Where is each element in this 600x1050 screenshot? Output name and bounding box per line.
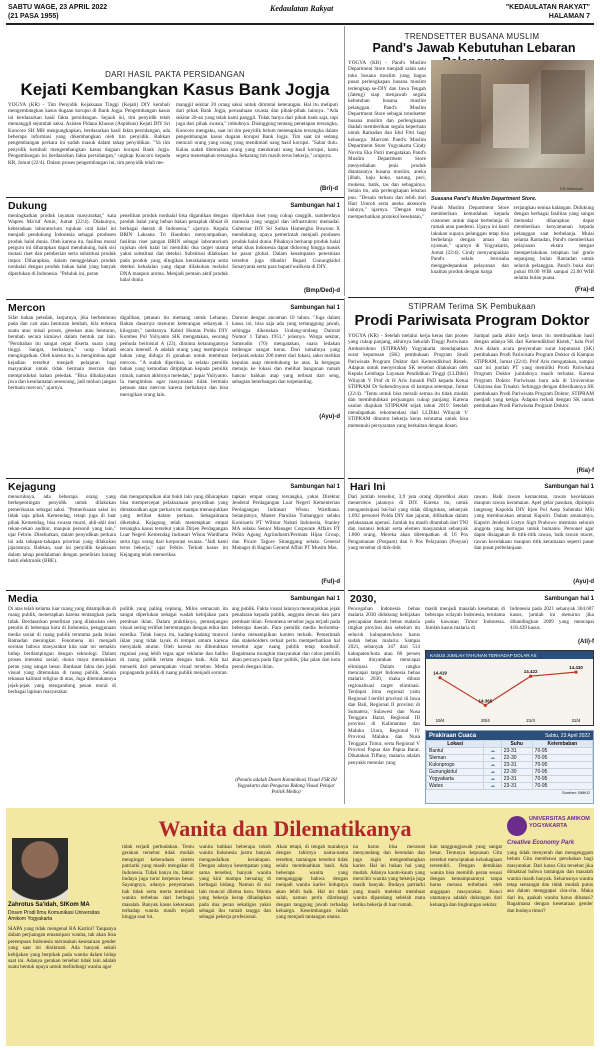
kejagung-title: Kejagung <box>8 481 56 493</box>
masthead-date: SABTU WAGE, 23 APRIL 2022 <box>8 4 108 11</box>
x-tick-label: 21/4 <box>526 718 536 723</box>
kejagung-signature: (Ful)-d <box>321 579 340 585</box>
y2030-signature: (Ati)-f <box>578 639 594 645</box>
weather-row <box>427 755 593 762</box>
data-label: 14.430 <box>569 665 583 671</box>
weather-temp: 23-31 <box>501 783 532 790</box>
weather-humidity: 70-95 <box>532 748 592 755</box>
y2030-body-col1: Pencegahan Indonesia bebas malaria 2030 didukung kebijakan pencapaian daerah bebas malaria tingkat provinsi dan sebelum itu seluruh kabupaten/kota harus sudah bebas malaria. Sampai 2021, sebanyak 347 dari 514 kabupaten/kota atau 68 persen sudah dinyatakan mencapai eliminasi. Dalam rangka mencapai target Indonesia bebas malaria 2030, maka dibuat regionalisasi target eliminasi. Terdapat lima regional yaitu Regional I terdiri provinsi di Jawa dan Bali, Regional II provinsi di Sumatera, Sulawesi dan Nusa Tenggara Barat, Regional III provinsi di Kalimantan dan Maluku Utara, Regional IV Provinsi Maluku dan Nusa Tenggara Timur, serta Regional V Provinsi Papua dan Papua Barat. Dikatakan Tiffany, malaria adalah penyakit menular yang <box>348 606 420 766</box>
section-rule <box>6 590 344 591</box>
weather-panel <box>425 730 594 804</box>
amikom-tagline: Creative Economy Park <box>507 840 575 846</box>
series-line <box>440 672 576 705</box>
lead-kicker: DARI HASIL PAKTA PERSIDANGAN <box>105 70 245 79</box>
banner-body-col6: kan tanggungjawab yang sangat besar. Tentunya kepuasan Gita tersebut menciptakan kebahagiaan tersendiri. Dengan demikian wanita bisa memilih peran sesuai dengan kemampuannya tanpa harus merasa terbebani oleh anggapan masyarakat. Kunci utamanya adalah dukungan dari keluarga dan lingkungan sekitar. <box>430 844 502 908</box>
weather-temp: 23-31 <box>501 748 532 755</box>
kejagung-body-col2: dan mengumpulkan alat bukti lain yang diharapkan bisa mempercepat pelaksanaan penyidikan yang dimaksudkan agar perkara ini mampu menunjukkan yang terlibat dalam perkara. Sebagaimana diketahui, Kejagung telah menetapkan empat tersangka kasus tersebut yakni Dirjen Perdagangan Luar Negeri Kemendag Indrasari Wisnu Wardhana serta tiga orang dari korporasi swasta. "Jadi kami terus bekerja," ujar Febrie. Terkait kasus ini Kejagung telah memeriksa <box>120 494 228 558</box>
mercon-signature: (Ayu)-d <box>319 414 340 420</box>
weather-row <box>427 748 593 755</box>
stipram-headline: Prodi Pariwisata Program Doktor <box>354 312 590 329</box>
media-author-note: (Penulis adalah Dosen Komunikasi Visual FSR ISI Yogyakarta dan Pengurus Bidang Visual Pelajar Politik Media) <box>235 778 337 795</box>
weather-humidity: 70-95 <box>532 762 592 769</box>
kejagung-continuation: Sambungan hal 1 <box>290 484 340 490</box>
banner-body-col7: yang tidak menyerah dan mengenggam belum Gita membawa perubahan bagi masyarakat. Dari kasus Gita tersebut jika dimaknai bahwa tantangan dan masalah wanita masih banyak. Seharusnya wanita tetap semangat dan tidak mudah putus asa dalam menggapai cita-cita. Maka dari itu, apakah wanita harus dibatasi? Bagaimana dengan kesetaraan gender dan budaya timur? <box>507 850 593 914</box>
lead-body-col2: manggil sekitar 20 orang saksi untuk dimintai keterangan. Hal itu meliputi dari pihak Bank Jogja, perusahaan swasta dan pihak-pihak lainnya. "Ada sekitar 20-an yang telah kami panggil. Tidak hanya dari pihak bank saja, tapi juga dari pihak swasta," imbuhnya. Disinggung tentang penetapan tersangka, Kuncoro mengaku, saat ini tim penyidik belum menetapkan tersangka dalam pengembangan kasus dugaan korupsi Bank Jogja. Tim saat ini sedang mencari orang yang orang yang menikmati uang hasil korupsi. "Sabar dulu. Kalau sudah ditemukan orang yang menikmati uang hasil korupsi, kami segera menetapkan tersangka. Sekarang tim masih terus bekerja," ucapnya. <box>176 102 338 160</box>
stipram-body-col1: YOGYA (KR) - Setelah melalui kerja keras dan proses yang cukup panjang, akhirnya Sekolah Tinggi Pariwisata Ambarrukmo (STIPRAM) Yogyakarta mendapatkan surat keputusan (SK) pembukaan Program Studi Pariwisata Program Doktor dari Kemendikbud Ristek. Adapun untuk menyerahan SK tersebut dilakukan oleh Kepala Lembaga Layanan Pendidikan Tinggi (LLDikti) Wilayah V Prof dr H Aris Junaidi PhD kepada Ketua STIPRAM Dr Suhendroyono di kampus setempat, Jumat (22/4). "Tentu untuk bisa meraih semua itu tidak mudah dan membutuhkan perjuangan cukup panjang. Karena usulan diajukan STIPRAM sejak tahun 2019. Setelah mendapatkan rekomendasi dari LLDikti Wilayah V STIPRAM dituntut bekerja keras terutama untuk bisa memenuhi persyaratan yang berkaitan dengan dosen. <box>348 333 468 429</box>
store-photo <box>431 60 594 192</box>
mercon-body-col1: Sifat bahan peledak, lanjutnya, jika berbenturan pada dan cair atau benturan lembab, bila terkena suatu atau misal proses, gesekan atau benturan, berubah secara kimiawi dalam bentuk zat lain. "Perubahan itu sangat cepat diserta suara yang tinggi. Sangat, berbahaya," ucap Suhadi mengingatkan. Oleh karena itu, ia mengimbau agar kejadian tersebut menjadi pelajaran bagi masyarakat untuk tidak bermain mercon dan memproduksi bahan peledak. "Bisa dibahayakan jiwa dan keselamatan seseorang, jadi mohon jangan bermain mercon," ujarnya. <box>8 315 116 392</box>
weather-temp: 22-30 <box>501 769 532 776</box>
data-label: 14.365 <box>478 698 493 704</box>
hariini-title: Hari Ini <box>350 481 386 493</box>
stipram-body-col2: Sampai pada akhir kerja keras itu membuahkan hasil dengan adanya SK dari Kemendikbud Ristek," kata Prof Aris dalam acara penyerahan surat keputusan (SK) pembukaan Prodi Pariwisata Program Doktor di Kampus STIPRAM, Jumat (22/4). Prof Aris mengatakan, sampai saat ini jumlah PT yang memiliki Prodi Pariwisata Program Doktor jumlahnya masih terbatas. Karena Program Doktor Pariwisata baru ada di Universitas Udayana dan Trisakti. Sehingga dengan diberikannya SK pembukaan Prodi Pariwisata Program Doktor, STIPRAM menjadi yang ketiga. Adapun terkait dengan SK untuk pembukaan Prodi Pariwisata Program Doktor. <box>474 333 594 410</box>
author-name: Zahrotus Sa'idah, SIKom MA <box>8 902 90 908</box>
y2030-title: 2030, <box>350 593 377 605</box>
chart-title: KASUS JUMLAH TAHUNAN TERHADAP DOLAR AS <box>430 653 537 658</box>
masthead-pasa: (21 PASA 1955) <box>8 13 59 20</box>
media-body-col2: politik yang paling ceplong. Milos semacam itu sangat diperlukan sebagai wadah kebijakan para pembuat iklan. Dalam praktiknya, pemanjangan visual sering terlihat bertentangan dengan etika dan estetika. Tidak hanya itu, kadang-kadang muncul iklan yang tidak layak di tempat umum karena menyalahi aturan. Oleh karena itu dibutuhkan regulasi yang lebih tegas agar reklame dan baliho di ruang publik tertata dengan baik. Ada hal menarik dari penampakan visual tersebut. Media propaganda politik di ruang publik menjadi sorotan. <box>120 606 228 677</box>
weather-icon: ☁ <box>484 762 501 769</box>
masthead-slogan: "KEDAULATAN RAKYAT" <box>505 4 590 11</box>
pands-headline: Pand's Jawab Kebutuhan Lebaran <box>372 41 576 55</box>
weather-icon: ☁ <box>484 748 501 755</box>
x-tick-label: 22/4 <box>571 718 581 723</box>
lead-headline: Kejati Kembangkan Kasus Bank Jogja <box>20 80 330 99</box>
dukung-body-col1: meningkatkan produk layanan masyarakat," kata Wapres Ma'ruf Amin, Jumat (22/4). Diakuinya, keberadaan laboratorium rujukan oral halal ini menjadi pendukung Indonesia sebagai produsen produk halal dunia. Oleh karena itu, fasilitas moral perguru ini diharapkan dapat mendukung, baik sisi mutasi riset dan pemberian serta substitusi produk impor. Diharapkan, dalam menggelakan produk nonhalal dengan produk bahan halal yang banyak diperlukan di Indonesia. "Peluluk ini, peran <box>8 213 116 277</box>
weather-location: Gunungkidul <box>427 769 484 776</box>
banner-headline: Wanita dan Dilematikanya <box>158 816 412 841</box>
dukung-title: Dukung <box>8 200 48 212</box>
currency-chart-svg <box>426 651 593 725</box>
weather-temp: 22-30 <box>501 755 532 762</box>
section-rule <box>6 299 344 300</box>
media-continuation: Sambungan hal 1 <box>290 596 340 602</box>
weather-humidity: 70-95 <box>532 769 592 776</box>
weather-humidity: 70-95 <box>532 776 592 783</box>
y2030-body-col3: Indonesia pada 2021 sebanyak 304.607 kasus, jumlah ini menurun jika dibandingkan 2009 yang mencapai 418.439 kasus. <box>510 606 594 632</box>
column-divider <box>344 298 345 804</box>
weather-row <box>427 776 593 783</box>
hariini-signature: (Ayu)-d <box>573 579 594 585</box>
weather-title: Prakiraan Cuaca <box>429 732 477 739</box>
x-tick-label: 20/4 <box>480 718 490 723</box>
media-title: Media <box>8 593 38 605</box>
weather-location: Wates <box>427 783 484 790</box>
column-divider <box>344 26 345 296</box>
data-point <box>529 675 532 678</box>
masthead-section: Kedaulatan Rakyat <box>270 4 334 13</box>
media-body-col3: ang publik. Fakta visual lainnya menunjukkan jejak penalaran kepada publik, anggota dewan dan para pembuat iklan. Fenomena tersebut juga terjadi pada beberapa daerah. Para pemilik media berlomba-lomba menampilkan konten terbaik. Pemerintah dan stakeholders terkait perlu memperhatikan hal tersebut agar ruang publik tetap kondusif. Bagaimana mungkin masyarakat dan calon pemilih akan percaya pada figur politik, jika jalan dan kota penuh dengan iklan. <box>232 606 340 670</box>
pands-body-col1: YOGYA (KR) - Pand's Muslim Department Store menjadi salah satu toko busana muslim yang bagus pusat perlengkapan busana muslim terlengkap se-DIY dan Jawa Tengah (Jateng) siap menjawab segala kebutuhan busana muslim pelanggan. Pand's Muslim Department Store sebagai trendsetter busana muslim dan perlengkapan ibadah memberikan segala keperluan untuk Ramadan dan Idul Fitri bagi keluarga. Marcom Pand's Muslim Department Store Yogyakarta Cindy Novita Eka Putri mengatakan Pand's Muslim Department Store menyediakan jenis produk diantaranya busana muslim, aneka jilbab, baju koko, sarung, peci, mukena, batik, tas dan sebagainya. Selain itu, ada perlengkapan lebaran pun. "Desain terbaru dan lebih dari Hari Umroh serta aneka aksesoris lainnya," ujarnya. "Dengan tetap memperhatikan protokol kesehatan," <box>348 60 426 220</box>
weather-icon: ☁ <box>484 783 501 790</box>
pands-kicker: TRENDSETTER BUSANA MUSLIM <box>404 32 540 41</box>
media-body-col1: Di atas telah kelama luar ruang yang ditampilkan di ruang publik, menerapkan karena tentangkan pada tidak. Berdasarkan penelitian yang dilakukan oleh penulis di beberapa kota di Indonesia, penggunaan media sosial di ruang publik terutama pada bulan Ramadan meningkat. Fenomena ini menjadi sorotan bahwa masyarakat kita saat ini semakin hidup berdampingan dengan teknologi. Dalam proses interaksi sosial, dunia maya memainkan peran yang sangat besar. Bardasar fakta dan jejak visual yang ditemukan di ruang publik, Selain tekanan kalimat religius di atas, Juga ditemukannya jejak-jejak yang mengandung pesan moral di berbagai lapisan masyarakat. <box>8 606 116 696</box>
weather-row <box>427 783 593 790</box>
hariini-continuation: Sambungan hal 1 <box>544 484 594 490</box>
banner-body-col1: SIAPA yang tidak mengenal RA Kartini? Tanpanya dalam perjuangan emansipasi wanita, tak akan bisa perempuan Indonesia merasakan kesetaraan gender yang saat ini dinikmati. Ada banyak sekali kebijakan yang berpihak pada wanita dalam hidup saat ini. Adanya gerakan tersebut tidak lain adalah suatu bentuk upaya untuk melindungi wanita agar <box>8 926 116 971</box>
weather-humidity: 70-95 <box>532 755 592 762</box>
weather-temp: 23-31 <box>501 776 532 783</box>
data-label: 14.422 <box>523 669 538 675</box>
y2030-continuation: Sambungan hal 1 <box>544 596 594 602</box>
weather-icon: ☁ <box>484 755 501 762</box>
section-rule <box>348 478 594 479</box>
weather-row <box>427 762 593 769</box>
hariini-body-col1: Dari jumlah tersebut, 3,9 juta orang diprediksi akan menerobos jalannya di DIY. Karena itu, untuk mengantisipasi hal-hal yang tidak diinginkan, sebanyak 1.692 personel Polda DIY dan jajaran, dilibatkan dalam pelaksanaan operasi. Jumlah itu masih ditambah dari TNI dan instansi terkait serta elemen masyarakat sebanyak 1.800 orang. Mereka akan ditempatkan di 16 Pos Pengamanan (Pospam) dan 6 Pos Pelayanan (Posyan) yang tersebar di titik-titik <box>348 494 468 552</box>
dukung-body-col3: diperlukan riset yang cukup canggih, sumberdaya manusia yang unggul dan infrastruktur memadai. Gubernur DIY Sri Sultan Hamengku Buwono X mendukung upaya pemerintah menjadi produsen produk halal dunia. Pihaknya berharap produk halal sehat khas Indonesia dapat didorong hingga masuk ke pasar global. Dalam kesempatan peresmian tersebut juga dihadiri Bupati Gunungkidul Sunaryanta serta para bupati/walikota di DIY. <box>232 213 340 271</box>
mercon-title: Mercon <box>8 302 46 314</box>
mercon-body-col2: digalihan, petasan itu memang untuk Lebaran. Bahan dasarnya menurut keterangan sebanyak 3 kilogram," tandasnya. Kabid Humas Polda DIY Kombes Pol Yuliyanto SIK mengatakan, seorang pemuda berinisial A (23), diminta ketarangannya secara intensif. A adalah orang yang mempunyai bahan yang diduga di gunakan untuk membuat mercon. "A sudah diperiksa, ia selaku pemilik bahan yang kemudian ditiptipkan kepada pemilik rumah, namun akhirnya meledak," papar Yuliyanto. Ia mengimbau agar masyarakat tidak bermain petasan atau mercon karena berbahaya dan bisa merugikan orang lain. <box>120 315 228 398</box>
amikom-logo-name: UNIVERSITAS AMIKOM YOGYAKARTA <box>529 816 590 829</box>
weather-location: Bantul <box>427 748 484 755</box>
pands-body-col2: Pands Muslim Department Store memberikan kemudahan kepada customer untuk dapat berbelanja di rumah atau pandemi. Upaya ini kami lakukan supaya pelanggan tetap bisa berbelanja dengan aman dan nyaman," ujarnya di Yogyakarta, Jumat (22/4). Cindy menyampaikan Pand's selalu berusaha menggedepankan pelayanan dan kualitas produk dengan harga <box>431 205 509 276</box>
banner-body-col4: Akan tetapi, di tengah maraknya dengan lahirnya nama-nama tersebut, tantangan tersebut tidak selalu membuahkan hasil. Ada beberapa wanita yang menganggap bahwa dengan menjadi wanita karier hidupnya akan lebih baik. Hal ini tidak salah, namun perlu diimbangi dengan tanggung jawab terhadap keluarga. Keseimbangan inilah yang menjadi tantangan utama. <box>276 844 348 921</box>
banner-body-col5: na harus bisa merawat menyandang dan berendan dan juga ingin mengembangkan karier. Hal ini bukan hal yang mudah. Adanya kaum-kaum yang mencibir wanita yang bekerja juga masih banyak. Budaya patriarki yang masih melekat membuat wanita dipandang sebelah mata ketika bekerja di luar rumah. <box>353 844 425 908</box>
weather-source: Sumber: BMKG <box>561 790 590 795</box>
weather-table <box>426 740 593 790</box>
weather-icon: ☁ <box>484 769 501 776</box>
banner-body-col3: wanita bahkan beberapa tokoh wanita Indonesia justru banyak mengandalkan kecakapan. Dengan adanya kesempatan yang sama tersebut, banyak wanita yang kini mampu bersaing di berbagai bidang. Namun di sisi lain muncul dilema baru. Wanita yang bekerja kerap dihadapkan pada dua peran sekaligus yakni sebagai ibu rumah tangga dan sebagai pekerja profesional. <box>199 844 271 921</box>
section-rule <box>6 478 344 479</box>
weather-location: Sleman <box>427 755 484 762</box>
lead-signature: (Bri)-d <box>320 186 338 192</box>
banner-body-col2: tidak terjadi perbudakan. Tentu gerakan tersebut tidak mudah mengingat keberadaan sistem patriarki yang masih mengakar di Indonesia. Tidak hanya itu, faktor budaya juga turut berperan besar. Sayangnya, adanya penyetaraan hak tidak serta merta membuat wanita terbebas dari berbagai masalah. Banyak kasus kekerasan terhadap wanita masih terjadi hingga saat ini. <box>122 844 194 921</box>
section-rule <box>348 590 594 591</box>
mercon-body-col3: Darurat dengan ancaman 10 tahun. "Juga dalam kasus ini, bisa saja ada yang tertanggung jawab, sehingga dikenakan Undang-undang Darurat Nomor 1 Tahun 1951," jelasnya. Warga sekitar, Samsudin (70) mengatakan, suara ledakan terdengar sangat keras. Dari rumahnya yang berjarak sekitar 200 meter dari lokasi, saksi melihat kepulan asap membubung ke atas. Ia bergegas menuju ke lokasi dan melihat bangunan rumah hancur bahkan atap yang terbuat dari seng, sebagian beterbangan dan terpelanting. <box>232 315 340 386</box>
x-tick-label: 19/4 <box>435 718 445 723</box>
dukung-body-col2: penelitian produk nonhalal bisa digantikan dengan produk halal yang beban bakan penaplah dibuat di berbagai daerah di Indonesia," ujarnya. Kepala BRIN Laksana Tri Handoko menyampaikan, fasilitas riset pangan BRIN sebagai laboratorium rujukan oleh halal ini memiliki dua target utama yakni substitusi dan deteksi. Substitusi dilakukan pada produk yang ditugikan ketrakalannya serta deteksi kehalalan yang dapat dilakukan melalui DNA maupun aroma. Menjadi pemain aktif produk halal dunia <box>120 213 228 284</box>
weather-row <box>427 769 593 776</box>
y2030-body-col2: masih menjadi masalah kesehatan di beberapa wilayah Indonesia, terutama pada kawasan Timur Indonesia. Jumlah kasus malaria di <box>425 606 505 632</box>
masthead-rule <box>6 23 594 25</box>
data-label: 14.419 <box>433 670 447 676</box>
lead-body-col1: YOGYA (KR) - Tim Penyidik Kejaksaan Tinggi (Kejati) DIY kembali mengembangkan kasus dugaan korupsi di Bank Jogja. Pengembangan kasus ini berdasarkan hasil fakta persidangan. Sejauh ini, tim penyidik telah memanggil sejumlah saksi. Asisten Pidana Khusus (Aspidsus) Kejati DIY Sri Kuncoro SH MH mengungkapkan, berdasarkan hasil fakta persidangan, ada beberapa informasi yang dikembangkan oleh tim penyidik. Bahkan pengembangan perkara ini sudah masuk dalam tahap penyidikan. "Ya tim penyidik kembali mengembangkan kasus dugaan korupsi Bank Jogja. Pengembangan ini berdasarkan fakta persidangan," ungkap Kuncoro kepada KR, Jumat (22/4). Dalam proses pengembangan ini, tim penyidik telah me- <box>8 102 170 166</box>
weather-humidity: 70-95 <box>532 783 592 790</box>
data-point <box>484 704 487 707</box>
dukung-signature: (Bmp/Ded)-d <box>304 288 340 294</box>
masthead-page: HALAMAN 7 <box>548 13 590 20</box>
weather-header <box>484 741 501 748</box>
data-point <box>574 671 577 674</box>
weather-date: Sabtu, 23 April 2022 <box>544 732 590 739</box>
section-rule <box>348 297 594 298</box>
pands-body-col3: terjangkau semua kalangan. Didukung dengan berbagai fasilitas yang sangat memadai diharapkan dapat memberikan kenyamanan kepada pelanggan saat berbelanja. Mulai selama Ramadan, Pand's memberikan pelayanan ekstra dengan memperlakukan tetapkan hal gratis sepanjang bulan Ramadan untuk seluruh pelanggan. Pand's buka dari pukul 09.00 WIB sampai 22.00 WIB selama bulan puasa. <box>514 205 594 282</box>
photo-caption: Suasana Pand's Muslim Department Store. <box>431 196 537 202</box>
weather-icon: ☁ <box>484 776 501 783</box>
weather-location: Kulonprogo <box>427 762 484 769</box>
currency-chart <box>425 650 594 726</box>
kejagung-body-col3: tapkan empat orang tersangka, yakni Direktur Jenderal Perdagangan Luar Negeri Kementerian Perdagangan Indrasari Wisnu Wardhana. Selanjutnya, Master Parulian Tumanggor selaku Komisaris PT Wilmar Nabati Indonesia, Stanley MA selaku Senior Manager Corporate Affairs PT Pelita Agung Agriindustri/Permata Hijau Group, dan Picare Tagore Sitanggang selaku General Manager di Bagian General Affair PT Musim Mas. <box>232 494 340 552</box>
stipram-signature: (Ria)-f <box>576 468 594 474</box>
amikom-logo-mark <box>507 816 527 836</box>
weather-location: Yogyakarta <box>427 776 484 783</box>
author-photo <box>12 838 68 900</box>
author-role: Dosen Prodi Ilmu Komunikasi Universitas Amikom Yogyakarta <box>8 910 100 922</box>
data-point <box>438 676 441 679</box>
weather-temp: 23-31 <box>501 762 532 769</box>
weather-header: Lokasi <box>427 741 484 748</box>
kejagung-body-col1: menuruhnya, ada beberapa orang yang berkepentingan penyidik untuk dilakukan pemeriksaan sebagai saksi. "Pemeriksaan saksi ini tidak saja pihak Kemendag, tetapi juga di luar pihak Kemendag, bisa swasta murni, ahli-ahli dari rekan-rekan auditor, maupun personil yang lain," ujar Febrie. Disebutkan, dalam penyidikan perkara ini ada tahapan-tahapan prioritas yang dilakukan jajarannya. Bahkan, saat ini penyidik kejaksaan dalam tahap pendalaman dengan penelitian barang bukti elektronik (BBE). <box>8 494 116 565</box>
section-rule <box>6 197 344 198</box>
stipram-kicker: STIPRAM Terima SK Pembukaan <box>408 302 536 311</box>
mercon-continuation: Sambungan hal 1 <box>290 305 340 311</box>
pands-signature: (Fra)-d <box>575 287 594 293</box>
weather-header: Suhu <box>501 741 532 748</box>
hariini-body-col2: rawan. Baik rawan kemacetan, rawan kecelakaan maupun rawan keramaian. Apel gelar pasukan, dipimpin langsung Kapolda DIY Irjen Pol Asep Suhendar MSi yang membacakan amanat Kapolri. Dalam amanatnya, Kapolri Jenderal Listyo Sigit Prabowo meminta seluruh anggota yang bertugas untuk humanis. Personel agar dapat disiagakan di titik-titik rawan, baik rawan macet, rawan kecelakaan maupun titik keramaian seperti pasar dan pusat perbelanjaan. <box>474 494 594 552</box>
dukung-continuation: Sambungan hal 1 <box>290 203 340 209</box>
weather-header: Kelembaban <box>532 741 592 748</box>
photo-credit: KR-Istimewa <box>560 186 583 191</box>
